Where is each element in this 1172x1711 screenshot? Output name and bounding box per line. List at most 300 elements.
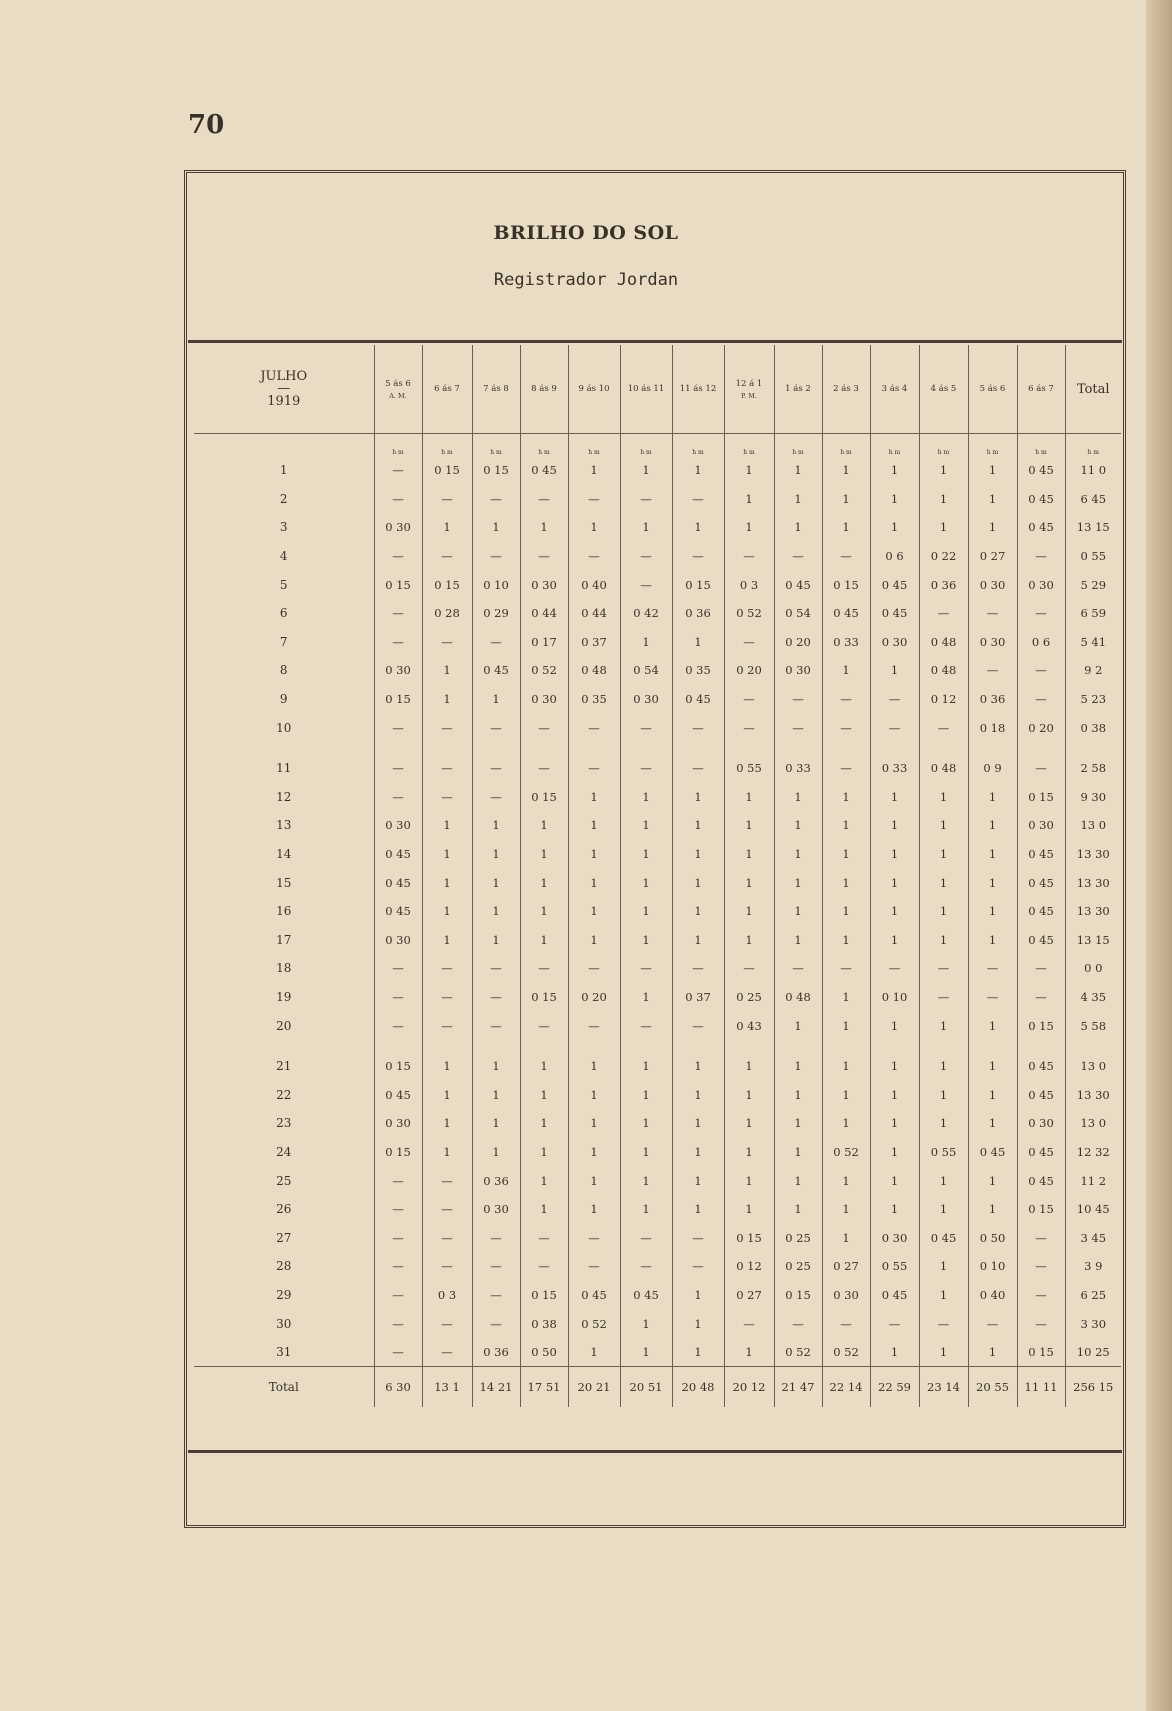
table-row <box>194 1080 1121 1109</box>
value-cell: 0 15 <box>1017 1011 1065 1040</box>
value-cell: 1 <box>472 897 520 926</box>
value-cell: 1 <box>774 485 822 514</box>
total-cell: 22 14 <box>822 1367 870 1408</box>
value-cell: — <box>520 542 568 571</box>
value-cell: 0 37 <box>672 983 724 1012</box>
value-cell: 1 <box>472 1138 520 1167</box>
value-cell: 0 30 <box>822 1281 870 1310</box>
value-cell: 1 <box>774 1052 822 1081</box>
value-cell: 1 <box>620 1138 672 1167</box>
column-header-label: 5 ás 6 <box>979 384 1006 394</box>
value-cell: 1 <box>568 1338 620 1367</box>
value-cell: 0 10 <box>968 1252 1017 1281</box>
value-cell: — <box>724 1309 774 1338</box>
value-cell: — <box>472 754 520 783</box>
value-cell: 0 25 <box>774 1252 822 1281</box>
value-cell: 0 10 <box>472 570 520 599</box>
table-row <box>194 456 1121 485</box>
value-cell: 1 <box>520 1109 568 1138</box>
value-cell: 0 20 <box>724 656 774 685</box>
column-header-label: 6 ás 7 <box>1028 384 1054 394</box>
spacer-cell <box>672 1040 724 1052</box>
value-cell: 1 <box>774 1080 822 1109</box>
units-cell: h m <box>870 434 919 457</box>
value-cell: — <box>422 983 472 1012</box>
day-cell: 3 <box>279 520 288 535</box>
value-cell: 0 33 <box>774 754 822 783</box>
value-cell: 1 <box>672 1309 724 1338</box>
value-cell: 5 41 <box>1065 628 1121 657</box>
value-cell: 0 15 <box>520 983 568 1012</box>
value-cell: — <box>672 713 724 742</box>
value-cell: 1 <box>724 1338 774 1367</box>
total-cell: 20 21 <box>568 1367 620 1408</box>
table-row <box>194 713 1121 742</box>
value-cell: — <box>374 1338 422 1367</box>
column-header <box>870 345 919 434</box>
value-cell: 1 <box>472 1109 520 1138</box>
spacer-row <box>194 742 1121 754</box>
value-cell: — <box>374 1252 422 1281</box>
value-cell: — <box>374 628 422 657</box>
total-cell: 22 59 <box>870 1367 919 1408</box>
value-cell: 13 15 <box>1065 926 1121 955</box>
value-cell: — <box>620 1223 672 1252</box>
spacer-cell <box>194 742 374 754</box>
value-cell: — <box>724 542 774 571</box>
value-cell: 0 27 <box>968 542 1017 571</box>
value-cell: 1 <box>672 513 724 542</box>
value-cell: 0 45 <box>870 570 919 599</box>
value-cell: 1 <box>472 840 520 869</box>
value-cell: 1 <box>724 485 774 514</box>
value-cell: 1 <box>968 897 1017 926</box>
value-cell: 0 25 <box>724 983 774 1012</box>
value-cell: 1 <box>774 456 822 485</box>
value-cell: 1 <box>568 811 620 840</box>
value-cell: 1 <box>568 1080 620 1109</box>
value-cell: 1 <box>422 513 472 542</box>
value-cell: 0 30 <box>1017 811 1065 840</box>
column-header-label: 2 ás 3 <box>833 384 859 394</box>
value-cell: — <box>1017 754 1065 783</box>
day-cell: 9 <box>279 692 288 707</box>
value-cell: — <box>568 1011 620 1040</box>
value-cell: 4 35 <box>1065 983 1121 1012</box>
day-cell: 5 <box>279 577 288 592</box>
spacer-cell <box>374 1040 422 1052</box>
value-cell: — <box>422 713 472 742</box>
value-cell: 1 <box>870 868 919 897</box>
value-cell: 0 45 <box>1017 840 1065 869</box>
value-cell: 9 30 <box>1065 783 1121 812</box>
spacer-cell <box>870 742 919 754</box>
value-cell: 0 15 <box>1017 1195 1065 1224</box>
value-cell: 0 44 <box>568 599 620 628</box>
month-dash: — <box>277 381 291 396</box>
value-cell: 1 <box>822 485 870 514</box>
spacer-row <box>194 1040 1121 1052</box>
value-cell: — <box>672 1011 724 1040</box>
value-cell: 1 <box>520 1052 568 1081</box>
value-cell: 1 <box>919 1052 968 1081</box>
value-cell: — <box>374 1166 422 1195</box>
value-cell: 3 45 <box>1065 1223 1121 1252</box>
value-cell: 1 <box>472 926 520 955</box>
value-cell: 0 30 <box>520 685 568 714</box>
value-cell: — <box>1017 656 1065 685</box>
value-cell: 0 45 <box>968 1138 1017 1167</box>
column-header-sub: A. M. <box>389 391 407 400</box>
value-cell: 0 30 <box>870 628 919 657</box>
value-cell: 1 <box>919 1166 968 1195</box>
value-cell: — <box>374 1195 422 1224</box>
units-cell: h m <box>374 434 422 457</box>
value-cell: 1 <box>620 628 672 657</box>
value-cell: — <box>374 1011 422 1040</box>
value-cell: — <box>1017 599 1065 628</box>
value-cell: 13 0 <box>1065 1109 1121 1138</box>
value-cell: 0 38 <box>520 1309 568 1338</box>
day-cell: 7 <box>279 634 288 649</box>
value-cell: 1 <box>568 897 620 926</box>
value-cell: 1 <box>870 513 919 542</box>
spacer-cell <box>968 742 1017 754</box>
value-cell: 1 <box>822 656 870 685</box>
value-cell: 0 30 <box>374 926 422 955</box>
day-cell: 15 <box>276 875 292 890</box>
column-header-label: 4 ás 5 <box>930 384 957 394</box>
value-cell: 0 6 <box>1017 628 1065 657</box>
header-divider <box>188 340 1122 343</box>
value-cell: — <box>774 954 822 983</box>
day-cell: 8 <box>279 663 288 678</box>
value-cell: — <box>520 485 568 514</box>
value-cell: 1 <box>822 1223 870 1252</box>
value-cell: 0 45 <box>1017 1166 1065 1195</box>
value-cell: 10 25 <box>1065 1338 1121 1367</box>
value-cell: 1 <box>520 1166 568 1195</box>
value-cell: 5 58 <box>1065 1011 1121 1040</box>
units-cell: h m <box>520 434 568 457</box>
value-cell: — <box>568 1223 620 1252</box>
day-cell: 26 <box>276 1202 292 1217</box>
value-cell: 0 15 <box>672 570 724 599</box>
value-cell: 1 <box>870 456 919 485</box>
spacer-cell <box>822 1040 870 1052</box>
value-cell: 0 15 <box>422 456 472 485</box>
value-cell: 0 45 <box>1017 485 1065 514</box>
value-cell: 3 30 <box>1065 1309 1121 1338</box>
value-cell: 1 <box>822 1052 870 1081</box>
units-row <box>194 434 1121 457</box>
value-cell: 1 <box>620 1338 672 1367</box>
table-row <box>194 868 1121 897</box>
value-cell: 1 <box>774 513 822 542</box>
value-cell: 1 <box>672 1138 724 1167</box>
value-cell: 1 <box>919 1252 968 1281</box>
value-cell: 0 45 <box>472 656 520 685</box>
value-cell: 0 30 <box>374 513 422 542</box>
total-cell: 20 51 <box>620 1367 672 1408</box>
units-cell: h m <box>1065 434 1121 457</box>
value-cell: 0 45 <box>822 599 870 628</box>
value-cell: 1 <box>724 513 774 542</box>
spacer-cell <box>774 742 822 754</box>
value-cell: 0 15 <box>1017 783 1065 812</box>
value-cell: 1 <box>568 456 620 485</box>
value-cell: 1 <box>822 983 870 1012</box>
value-cell: 0 29 <box>472 599 520 628</box>
value-cell: — <box>870 1309 919 1338</box>
value-cell: — <box>870 954 919 983</box>
table-row <box>194 811 1121 840</box>
value-cell: — <box>374 713 422 742</box>
value-cell: 0 36 <box>472 1166 520 1195</box>
column-header <box>374 345 422 434</box>
value-cell: 1 <box>968 1052 1017 1081</box>
value-cell: 1 <box>672 1080 724 1109</box>
value-cell: 1 <box>968 456 1017 485</box>
value-cell: 1 <box>724 1166 774 1195</box>
day-cell: 20 <box>276 1018 292 1033</box>
value-cell: 1 <box>919 1195 968 1224</box>
spacer-cell <box>774 1040 822 1052</box>
spacer-cell <box>194 1040 374 1052</box>
column-header <box>919 345 968 434</box>
value-cell: 1 <box>568 840 620 869</box>
spacer-cell <box>919 742 968 754</box>
value-cell: 0 36 <box>672 599 724 628</box>
value-cell: 1 <box>870 1195 919 1224</box>
value-cell: 1 <box>968 840 1017 869</box>
day-cell: 31 <box>276 1345 292 1360</box>
value-cell: 0 45 <box>1017 897 1065 926</box>
value-cell: 0 45 <box>520 456 568 485</box>
value-cell: 1 <box>472 868 520 897</box>
table-row <box>194 1281 1121 1310</box>
year-label: 1919 <box>267 394 301 409</box>
page-title: BRILHO DO SOL <box>493 222 679 244</box>
table-row <box>194 840 1121 869</box>
value-cell: 0 30 <box>374 1109 422 1138</box>
units-cell: h m <box>568 434 620 457</box>
value-cell: — <box>472 1011 520 1040</box>
sunshine-table <box>194 345 1121 1407</box>
value-cell: 0 54 <box>774 599 822 628</box>
value-cell: 1 <box>724 1138 774 1167</box>
value-cell: — <box>422 754 472 783</box>
value-cell: — <box>672 542 724 571</box>
value-cell: — <box>919 954 968 983</box>
value-cell: 1 <box>870 897 919 926</box>
value-cell: 1 <box>870 1080 919 1109</box>
value-cell: — <box>422 1011 472 1040</box>
value-cell: 1 <box>968 868 1017 897</box>
column-header <box>672 345 724 434</box>
value-cell: — <box>620 754 672 783</box>
value-cell: 1 <box>620 926 672 955</box>
units-cell: h m <box>472 434 520 457</box>
value-cell: — <box>919 713 968 742</box>
value-cell: 1 <box>774 783 822 812</box>
table-row <box>194 1252 1121 1281</box>
total-cell: 14 21 <box>472 1367 520 1408</box>
value-cell: 1 <box>774 1138 822 1167</box>
units-cell: h m <box>672 434 724 457</box>
value-cell: — <box>672 754 724 783</box>
value-cell: 1 <box>672 868 724 897</box>
value-cell: — <box>620 485 672 514</box>
value-cell: 0 48 <box>568 656 620 685</box>
value-cell: — <box>672 954 724 983</box>
value-cell: — <box>374 783 422 812</box>
spacer-cell <box>472 742 520 754</box>
value-cell: — <box>568 713 620 742</box>
value-cell: 1 <box>822 811 870 840</box>
value-cell: — <box>620 542 672 571</box>
value-cell: 1 <box>919 1338 968 1367</box>
value-cell: 0 30 <box>520 570 568 599</box>
value-cell: 13 0 <box>1065 811 1121 840</box>
value-cell: — <box>822 954 870 983</box>
value-cell: 0 36 <box>968 685 1017 714</box>
value-cell: 1 <box>870 1011 919 1040</box>
table-body <box>194 434 1121 1408</box>
value-cell: 0 45 <box>1017 1138 1065 1167</box>
value-cell: 1 <box>672 1338 724 1367</box>
column-header <box>724 345 774 434</box>
column-header-label: 7 ás 8 <box>483 384 509 394</box>
value-cell: — <box>374 485 422 514</box>
value-cell: 1 <box>968 1338 1017 1367</box>
value-cell: 0 45 <box>1017 868 1065 897</box>
value-cell: 0 35 <box>568 685 620 714</box>
value-cell: 0 15 <box>374 685 422 714</box>
value-cell: — <box>724 954 774 983</box>
value-cell: 1 <box>822 1166 870 1195</box>
spacer-cell <box>968 1040 1017 1052</box>
column-header <box>422 345 472 434</box>
value-cell: — <box>472 983 520 1012</box>
table-row <box>194 983 1121 1012</box>
value-cell: 0 52 <box>520 656 568 685</box>
value-cell: 1 <box>774 868 822 897</box>
value-cell: — <box>422 1195 472 1224</box>
value-cell: 0 30 <box>472 1195 520 1224</box>
column-header-label: 5 ás 6 <box>385 378 411 389</box>
value-cell: 0 27 <box>822 1252 870 1281</box>
value-cell: 0 45 <box>1017 1052 1065 1081</box>
value-cell: 1 <box>472 513 520 542</box>
value-cell: — <box>870 713 919 742</box>
value-cell: — <box>620 1011 672 1040</box>
value-cell: 0 30 <box>1017 1109 1065 1138</box>
value-cell: 1 <box>568 783 620 812</box>
value-cell: 1 <box>822 783 870 812</box>
table-row <box>194 1223 1121 1252</box>
value-cell: — <box>1017 954 1065 983</box>
value-cell: — <box>724 713 774 742</box>
spacer-cell <box>672 742 724 754</box>
value-cell: — <box>822 754 870 783</box>
spacer-cell <box>472 1040 520 1052</box>
value-cell: 1 <box>774 926 822 955</box>
total-row <box>194 1367 1121 1408</box>
spacer-cell <box>374 742 422 754</box>
value-cell: 0 30 <box>374 656 422 685</box>
value-cell: — <box>568 542 620 571</box>
value-cell: 0 15 <box>472 456 520 485</box>
column-header <box>1065 345 1121 434</box>
spacer-cell <box>568 742 620 754</box>
day-cell: 24 <box>276 1144 292 1159</box>
total-label: Total <box>194 1367 374 1408</box>
value-cell: 1 <box>422 1052 472 1081</box>
column-header <box>620 345 672 434</box>
value-cell: 1 <box>870 1138 919 1167</box>
value-cell: 1 <box>520 1138 568 1167</box>
value-cell: 1 <box>968 926 1017 955</box>
value-cell: — <box>520 1223 568 1252</box>
value-cell: 1 <box>919 868 968 897</box>
value-cell: 1 <box>520 513 568 542</box>
value-cell: 1 <box>568 1109 620 1138</box>
spacer-cell <box>724 1040 774 1052</box>
value-cell: 1 <box>724 1052 774 1081</box>
value-cell: 1 <box>422 1138 472 1167</box>
footer-divider <box>188 1450 1122 1453</box>
value-cell: — <box>374 456 422 485</box>
value-cell: — <box>620 1252 672 1281</box>
page-number: 70 <box>188 110 225 140</box>
spacer-cell <box>520 1040 568 1052</box>
spacer-cell <box>568 1040 620 1052</box>
value-cell: 0 20 <box>774 628 822 657</box>
page-subtitle: Registrador Jordan <box>493 270 679 290</box>
value-cell: 1 <box>568 513 620 542</box>
value-cell: 11 0 <box>1065 456 1121 485</box>
value-cell: 1 <box>620 1309 672 1338</box>
value-cell: 1 <box>774 1195 822 1224</box>
value-cell: 1 <box>672 926 724 955</box>
value-cell: 1 <box>870 1166 919 1195</box>
value-cell: — <box>822 685 870 714</box>
value-cell: 1 <box>672 811 724 840</box>
value-cell: — <box>472 713 520 742</box>
value-cell: 0 50 <box>968 1223 1017 1252</box>
value-cell: 1 <box>672 1166 724 1195</box>
value-cell: 0 30 <box>374 811 422 840</box>
value-cell: 1 <box>822 868 870 897</box>
value-cell: 1 <box>422 840 472 869</box>
units-cell: h m <box>724 434 774 457</box>
value-cell: 0 3 <box>724 570 774 599</box>
value-cell: 1 <box>968 1195 1017 1224</box>
column-header <box>472 345 520 434</box>
value-cell: 1 <box>870 926 919 955</box>
table-row <box>194 1138 1121 1167</box>
value-cell: — <box>672 485 724 514</box>
column-header-label: 1 ás 2 <box>785 384 811 394</box>
value-cell: 1 <box>620 513 672 542</box>
value-cell: 0 55 <box>1065 542 1121 571</box>
value-cell: 1 <box>822 1195 870 1224</box>
day-cell: 6 <box>279 606 288 621</box>
value-cell: — <box>374 542 422 571</box>
value-cell: — <box>968 983 1017 1012</box>
value-cell: 1 <box>919 783 968 812</box>
